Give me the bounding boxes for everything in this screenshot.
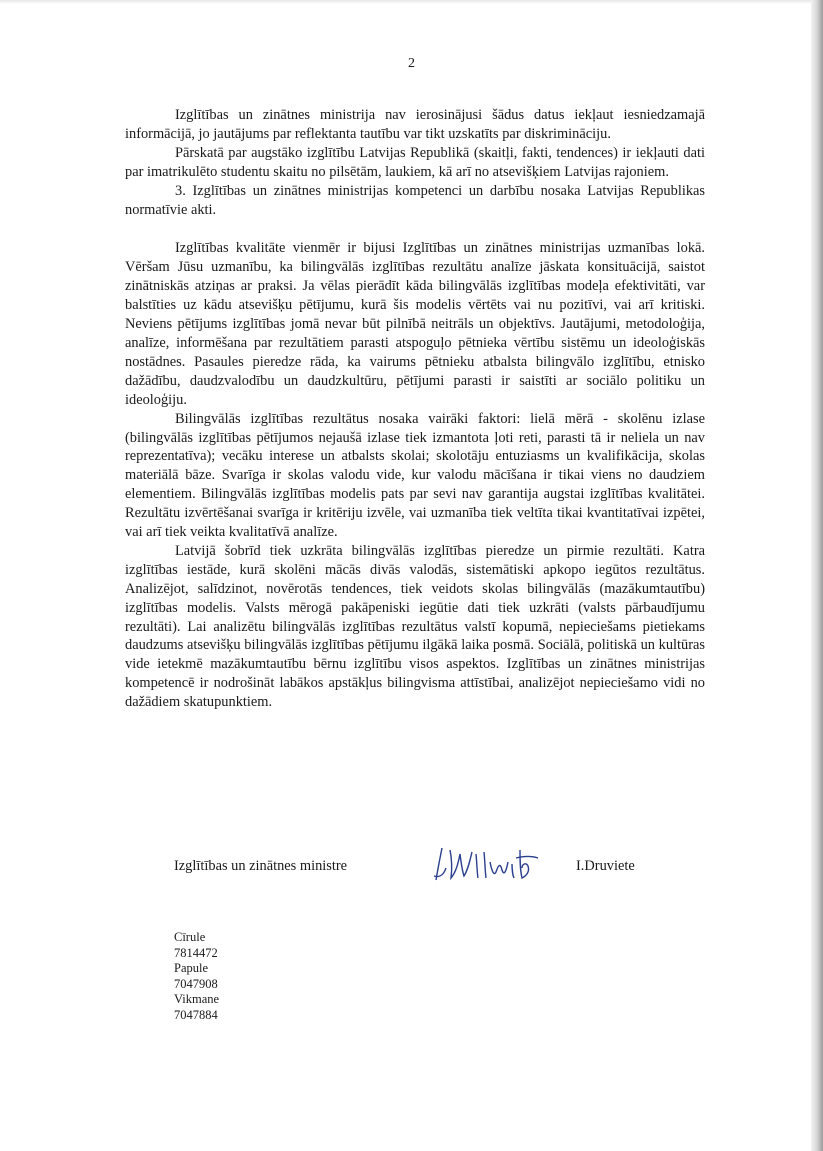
paragraph-6: Latvijā šobrīd tiek uzkrāta bilingvālās izglītības pieredze un pirmie rezultāti. Katra izglītības iestāde, kurā skolēni mācās divās valodās, sistemātiski apkopo iegūtos rezultātus. Analizējot, salīdzinot, novērotās tendences, tiek veidots skolas bilingvālās (mazākumtautību) izglītības modelis. Valsts mērogā pakāpeniski iegūtie dati tiek uzkrāti (valsts pārbaudījumu rezultāti). Lai analizētu bilingvālās izglītības rezultātus valstī kopumā, nepieciešams pietiekams daudzums atsevišķu bilingvālās izglītības pētījumu ilgākā laika posmā. Sociālā, politiskā un kultūras vide ietekmē mazākumtautību bērnu izglītību visos aspektos. Izglītības un zinātnes ministrijas kompetencē ir nodrošināt labākos apstākļus bilingvisma attīstībai, analizējot nepieciešamo vidi no dažādiem skatupunktiem.: [125, 542, 705, 711]
paragraph-3: 3. Izglītības un zinātnes ministrijas kompetenci un darbību nosaka Latvijas Republikas normatīvie akti.: [125, 182, 705, 218]
handwritten-signature: [432, 842, 542, 884]
signatory-name: I.Druviete: [576, 858, 635, 874]
paragraph-5: Bilingvālās izglītības rezultātus nosaka vairāki faktori: lielā mērā - skolēnu izlase (bilingvālās izglītības pētījumos nejaušā izlase tiek izmantota ļoti reti, parasti tā ir neliela un nav reprezentatīva); vecāku interese un atbalsts skolai; skolotāju entuziasms un kvalifikācija, skolas materiālā bāze. Svarīga ir skolas valodu vide, kur valodu mācīšana ir tikai viens no daudziem elementiem. Bilingvālās izglītības modelis pats par sevi nav garantija augstai izglītības kvalitātei. Rezultātu izvērtēšanai svarīga ir kritēriju izvēle, vai uzmanība tiek veltīta tikai kvantitatīvai izpētei, vai arī tiek veikta kvalitatīvā analīze.: [125, 410, 705, 541]
page-number: 2: [408, 56, 415, 71]
contact-name: Papule: [174, 961, 209, 976]
scan-top-shadow: [0, 0, 823, 4]
contact-phone: 7047884: [174, 1007, 218, 1022]
signatory-title: Izglītības un zinātnes ministre: [174, 858, 348, 874]
contact-phone: 7814472: [174, 945, 218, 960]
contact-name: Cīrule: [174, 930, 206, 944]
contact-name: Vikmane: [174, 992, 220, 1007]
paragraph-2: Pārskatā par augstāko izglītību Latvijas Republikā (skaitļi, fakti, tendences) ir iekļauti dati par imatrikulēto studentu skaitu no pilsētām, laukiem, kā arī no atsevišķiem Latvijas rajoniem.: [125, 144, 705, 180]
signature-block: [174, 842, 654, 890]
contact-list: [174, 930, 219, 1024]
scan-edge-shadow: [811, 0, 823, 1151]
contact-phone: 7047908: [174, 976, 218, 991]
letter-body: [125, 106, 705, 712]
paragraph-1: Izglītības un zinātnes ministrija nav ierosinājusi šādus datus iekļaut iesniedzamajā informācijā, jo jautājums par reflektanta tautību var tikt uzskatīts par diskrimināciju.: [125, 107, 705, 142]
paragraph-4: Izglītības kvalitāte vienmēr ir bijusi Izglītības un zinātnes ministrijas uzmanības lokā. Vēršam Jūsu uzmanību, ka bilingvālās izglītības rezultātu analīze jāskata konsituācijā, saistot zinātniskās atziņas ar praksi. Ja vēlas pierādīt kāda bilingvālās izglītības modeļa efektivitāti, var balstīties uz kādu atsevišķu pētījumu, kurā šis modelis vērtēts vai nu pozitīvi, vai arī kritiski. Neviens pētījums izglītības jomā nevar būt pilnībā neitrāls un objektīvs. Jautājumi, metodoloģija, analīze, informēšana par rezultātiem parasti atspoguļo pētnieka vērtību sistēmu un ideoloģiskās nostādnes. Pasaules pieredze rāda, ka vairums pētnieku atbalsta bilingvālo izglītību, etnisko dažādību, daudzvalodību un daudzkultūru, pētījumi parasti ir saistīti ar sociālo politiku un ideoloģiju.: [125, 240, 705, 408]
